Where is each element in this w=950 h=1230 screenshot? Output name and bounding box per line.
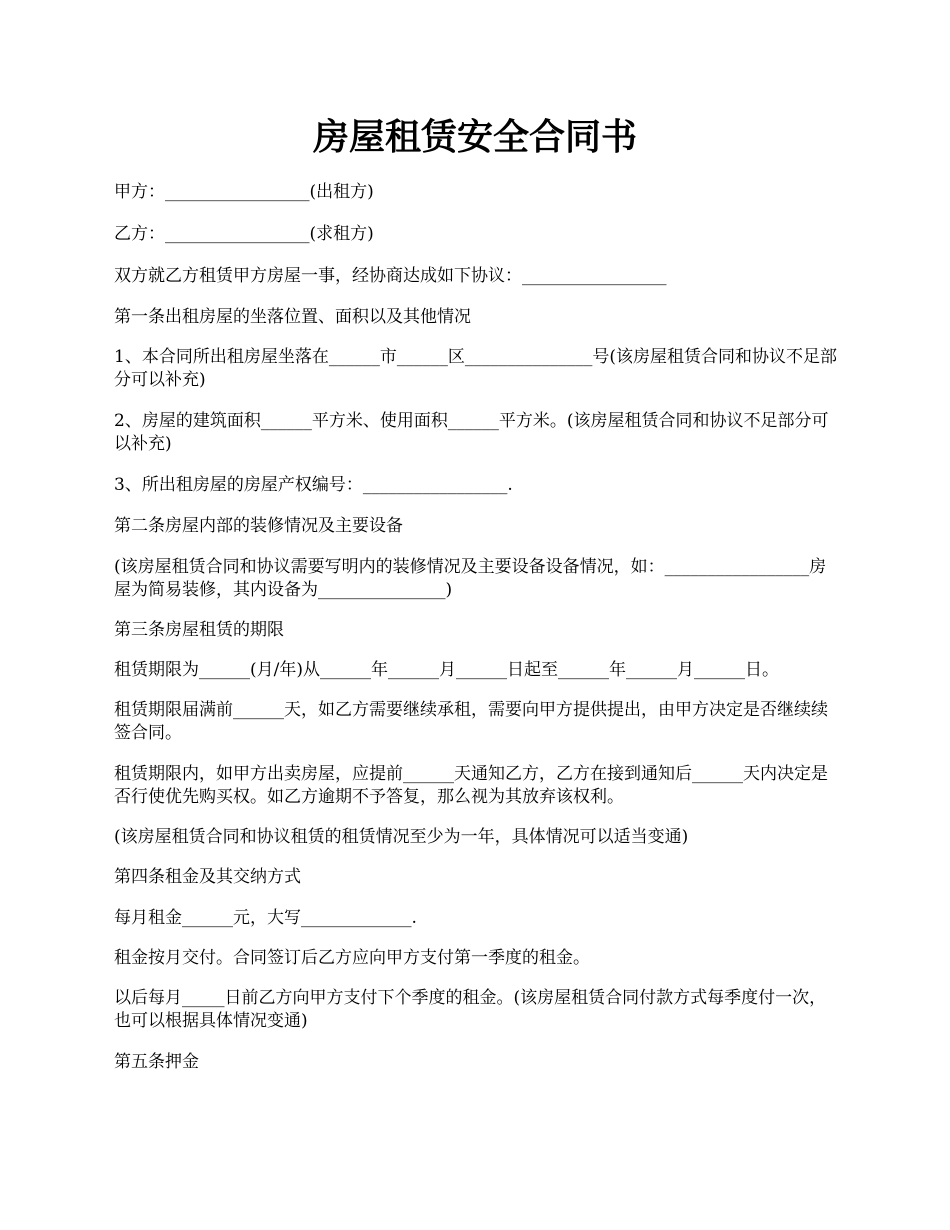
agreement-intro: 双方就乙方租赁甲方房屋一事，经协商达成如下协议：_________________ bbox=[114, 266, 667, 286]
clause-paragraph: 以后每月_____日前乙方向甲方支付下个季度的租金。(该房屋租赁合同付款方式每季度付一次，也可以根据具体情况变通) bbox=[114, 988, 827, 1031]
section-heading: 第一条出租房屋的坐落位置、面积以及其他情况 bbox=[114, 307, 471, 327]
clause-paragraph: 租赁期限为______(月/年)从______年______月______日起至______年______月______日。 bbox=[114, 660, 779, 680]
clause-paragraph: (该房屋租赁合同和协议租赁的租赁情况至少为一年，具体情况可以适当变通) bbox=[114, 827, 689, 847]
section-heading: 第五条押金 bbox=[114, 1052, 199, 1072]
section-heading: 第四条租金及其交纳方式 bbox=[114, 867, 301, 887]
section-heading: 第二条房屋内部的装修情况及主要设备 bbox=[114, 516, 403, 536]
section-heading: 第三条房屋租赁的期限 bbox=[114, 620, 284, 640]
clause-paragraph: 1、本合同所出租房屋坐落在______市______区_______________号(该房屋租赁合同和协议不足部分可以补充) bbox=[114, 347, 837, 390]
party-a-line: 甲方：_________________(出租方) bbox=[114, 182, 374, 202]
clause-paragraph: 租赁期限届满前______天，如乙方需要继续承租，需要向甲方提供提出，由甲方决定是否继续续签合同。 bbox=[114, 700, 828, 743]
clause-paragraph: 2、房屋的建筑面积______平方米、使用面积______平方米。(该房屋租赁合同和协议不足部分可以补充) bbox=[114, 411, 829, 454]
party-b-line: 乙方：_________________(求租方) bbox=[114, 224, 374, 244]
clause-paragraph: 3、所出租房屋的房屋产权编号：_________________. bbox=[114, 475, 513, 495]
clause-paragraph: (该房屋租赁合同和协议需要写明内的装修情况及主要设备设备情况，如：_________________房屋为简易装修，其内设备为_______________) bbox=[114, 557, 827, 600]
clause-paragraph: 每月租金______元，大写_____________. bbox=[114, 908, 417, 928]
clause-paragraph: 租金按月交付。合同签订后乙方应向甲方支付第一季度的租金。 bbox=[114, 948, 590, 968]
document-title: 房屋租赁安全合同书 bbox=[312, 116, 637, 158]
clause-paragraph: 租赁期限内，如甲方出卖房屋，应提前______天通知乙方，乙方在接到通知后______天内决定是否行使优先购买权。如乙方逾期不予答复，那么视为其放弃该权利。 bbox=[114, 764, 828, 807]
